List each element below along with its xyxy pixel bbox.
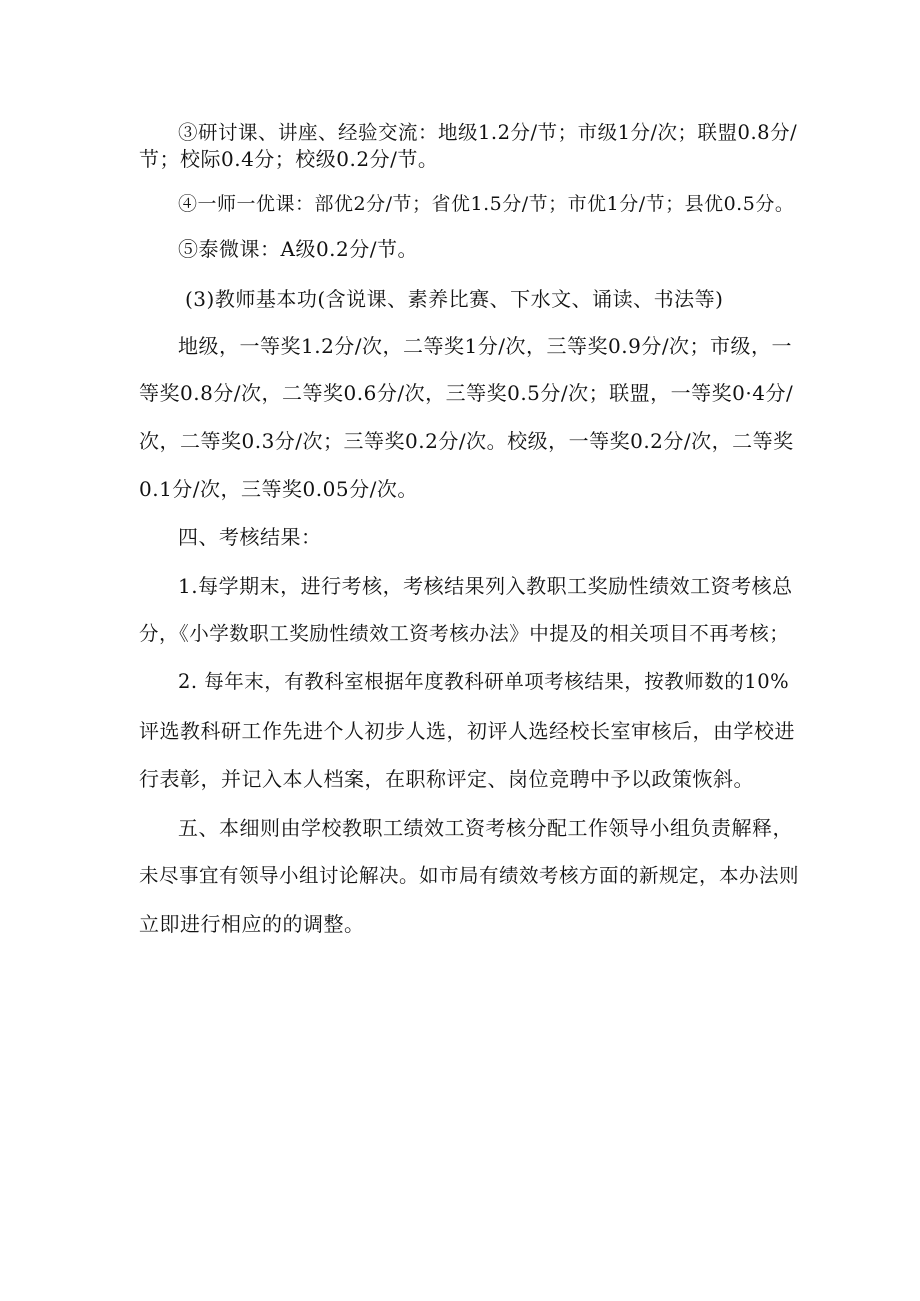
section-heading: 四、考核结果： bbox=[178, 525, 322, 549]
text-line: ⑤泰微课：A级0.2分/节。 bbox=[178, 237, 418, 261]
text-line: 地级，一等奖1.2分/次，二等奖1分/次，三等奖0.9分/次；市级，一 bbox=[178, 334, 793, 358]
text-line: 2. 每年末，有教科室根据年度教科研单项考核结果，按教师数的10% bbox=[178, 670, 790, 693]
section-heading: (3)教师基本功(含说课、素养比赛、下水文、诵读、书法等) bbox=[185, 287, 724, 311]
text-line: 立即进行相应的的调整。 bbox=[139, 912, 365, 936]
text-line: 节；校际0.4分；校级0.2分/节。 bbox=[139, 147, 439, 171]
text-line: 次，二等奖0.3分/次；三等奖0.2分/次。校级，一等奖0.2分/次，二等奖 bbox=[139, 429, 794, 453]
text-line: 0.1分/次，三等奖0.05分/次。 bbox=[139, 477, 418, 501]
text-line: ③研讨课、讲座、经验交流：地级1.2分/节；市级1分/次；联盟0.8分/ bbox=[178, 121, 798, 144]
text-line: 行表彰，并记入本人档案，在职称评定、岗位竞聘中予以政策恢斜。 bbox=[139, 767, 754, 791]
text-line: 未尽事宜有领导小组讨论解决。如市局有绩效考核方面的新规定，本办法则 bbox=[139, 864, 800, 887]
text-line: 分，《小学数职工奖励性绩效工资考核办法》中提及的相关项目不再考核； bbox=[139, 622, 790, 645]
text-line: ④一师一优课：部优2分/节；省优1.5分/节；市优1分/节；县优0.5分。 bbox=[178, 193, 795, 215]
text-line: 评选教科研工作先进个人初步人选，初评人选经校长室审核后，由学校进 bbox=[139, 719, 795, 743]
text-line: 等奖0.8分/次，二等奖0.6分/次，三等奖0.5分/次；联盟，一等奖0·4分/ bbox=[139, 381, 794, 405]
text-line: 1.每学期末，进行考核，考核结果列入教职工奖励性绩效工资考核总 bbox=[178, 574, 793, 598]
text-line: 五、本细则由学校教职工绩效工资考核分配工作领导小组负责解释， bbox=[178, 816, 793, 840]
